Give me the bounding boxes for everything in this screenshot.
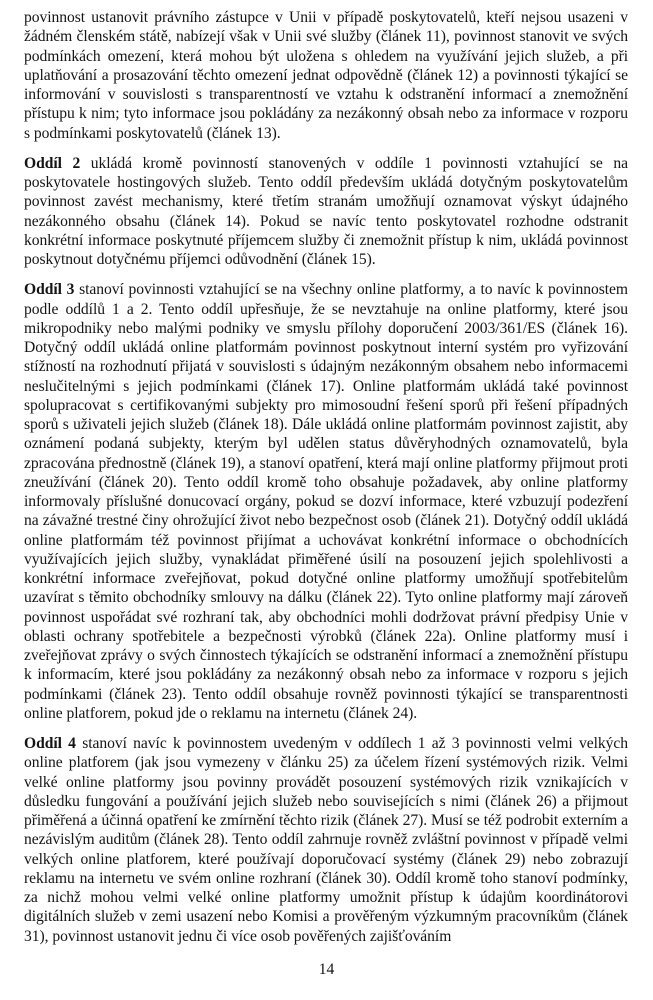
paragraph-text: povinnost ustanovit právního zástupce v Unii v případě poskytovatelů, kteří nejsou usazeni v žádném členském státě, nabízejí však v Unii své služby (článek 11), povinnost stanovit ve svých podmínkách omezení, která mohou být uložena s ohledem na využívání jejich služeb, a při uplatňování a prosazování těchto omezení jednat odpovědně (článek 12) a povinnosti týkající se informování v souvislosti s transparentností ve vztahu k odstranění informací a znemožnění přístupu k nim; tyto informace jsou pokládány za nezákonný obsah nebo za informace v rozporu s podmínkami poskytovatelů (článek 13). xyxy=(24,9,628,142)
paragraph-continuation xyxy=(24,8,628,143)
document-page xyxy=(24,8,628,957)
paragraph-text: ukládá kromě povinností stanovených v oddíle 1 povinnosti vztahující se na poskytovatele hostingových služeb. Tento oddíl především ukládá dotyčným poskytovatelům povinnost zavést mechanismy, které třetím stranám umožňují oznamovat výskyt údajného nezákonného obsahu (článek 14). Pokud se navíc tento poskytovatel rozhodne odstranit konkrétní informace poskytnuté příjemcem služby či znemožnit přístup k nim, ukládá povinnost poskytnout dotyčnému příjemci odůvodnění (článek 15). xyxy=(24,154,628,268)
paragraph-section-3 xyxy=(24,280,628,723)
paragraph-section-2 xyxy=(24,154,628,270)
paragraph-text: stanoví povinnosti vztahující se na všechny online platformy, a to navíc k povinnostem podle oddílů 1 a 2. Tento oddíl upřesňuje, že se nevztahuje na online platformy, které jsou mikropodniky nebo malými podniky ve smyslu přílohy doporučení 2003/361/ES (článek 16). Dotyčný oddíl ukládá online platformám povinnost poskytnout interní systém pro vyřizování stížností na rozhodnutí přijatá v souvislosti s údajným nezákonným obsahem nebo informacemi neslučitelnými s jejich podmínkami (článek 17). Online platformám ukládá také povinnost spolupracovat s certifikovanými subjekty pro mimosoudní řešení sporů při řešení případných sporů s uživateli jejich služeb (článek 18). Dále ukládá online platformám povinnost zajistit, aby oznámení podaná subjekty, kterým byl udělen status důvěryhodných oznamovatelů, byla zpracována přednostně (článek 19), a stanoví opatření, která mají online platformy přijmout proti zneužívání (článek 20). Tento oddíl kromě toho obsahuje požadavek, aby online platformy informovaly příslušné donucovací orgány, pokud se dozví informace, které vzbuzují podezření na závažné trestné činy ohrožující život nebo bezpečnost osob (článek 21). Dotyčný oddíl ukládá online platformám též povinnost přijímat a uchovávat konkrétní informace o obchodnících využívajících jejich služby, vynakládat přiměřené úsilí na posouzení jejich spolehlivosti a konkrétní informace zveřejňovat, pokud dotyčné online platformy umožňují spotřebitelům uzavírat s těmito obchodníky smlouvy na dálku (článek 22). Tyto online platformy mají zároveň povinnost uspořádat své rozhraní tak, aby obchodníci mohli dodržovat právní předpisy Unie v oblasti ochrany spotřebitele a bezpečnosti výrobků (článek 22a). Online platformy musí i zveřejňovat zprávy o svých činnostech týkajících se odstranění informací a znemožnění přístupu k informacím, které jsou pokládány za nezákonný obsah nebo za informace v rozporu s jejich podmínkami (článek 23). Tento oddíl obsahuje rovněž povinnosti týkající se transparentnosti online platforem, pokud jde o reklamu na internetu (článek 24). xyxy=(24,281,628,722)
page-number: 14 xyxy=(318,961,335,978)
paragraph-text: stanoví navíc k povinnostem uvedeným v oddílech 1 až 3 povinnosti velmi velkých online platforem (jak jsou vymezeny v článku 25) za účelem řízení systémových rizik. Velmi velké online platformy jsou povinny provádět posouzení systémových rizik vznikajících v důsledku fungování a používání jejich služeb nebo souvisejících s nimi (článek 26) a přijmout přiměřená a účinná opatření ke zmírnění těchto rizik (článek 27). Musí se též podrobit externím a nezávislým auditům (článek 28). Tento oddíl zahrnuje rovněž zvláštní povinnost v případě velmi velkých online platforem, které používají doporučovací systémy (článek 29) nebo zobrazují reklamu na internetu ve svém online rozhraní (článek 30). Oddíl kromě toho stanoví podmínky, za nichž mohou velmi velké online platformy umožnit přístup k údajům koordinátorovi digitálních služeb v zemi usazení nebo Komisi a prověřeným výzkumným pracovníkům (článek 31), povinnost ustanovit jednu či více osob pověřených zajišťováním xyxy=(24,735,628,945)
section-heading: Oddíl 2 xyxy=(24,154,81,172)
section-heading: Oddíl 4 xyxy=(24,735,76,752)
section-heading: Oddíl 3 xyxy=(24,281,75,299)
paragraph-section-4 xyxy=(24,734,628,946)
